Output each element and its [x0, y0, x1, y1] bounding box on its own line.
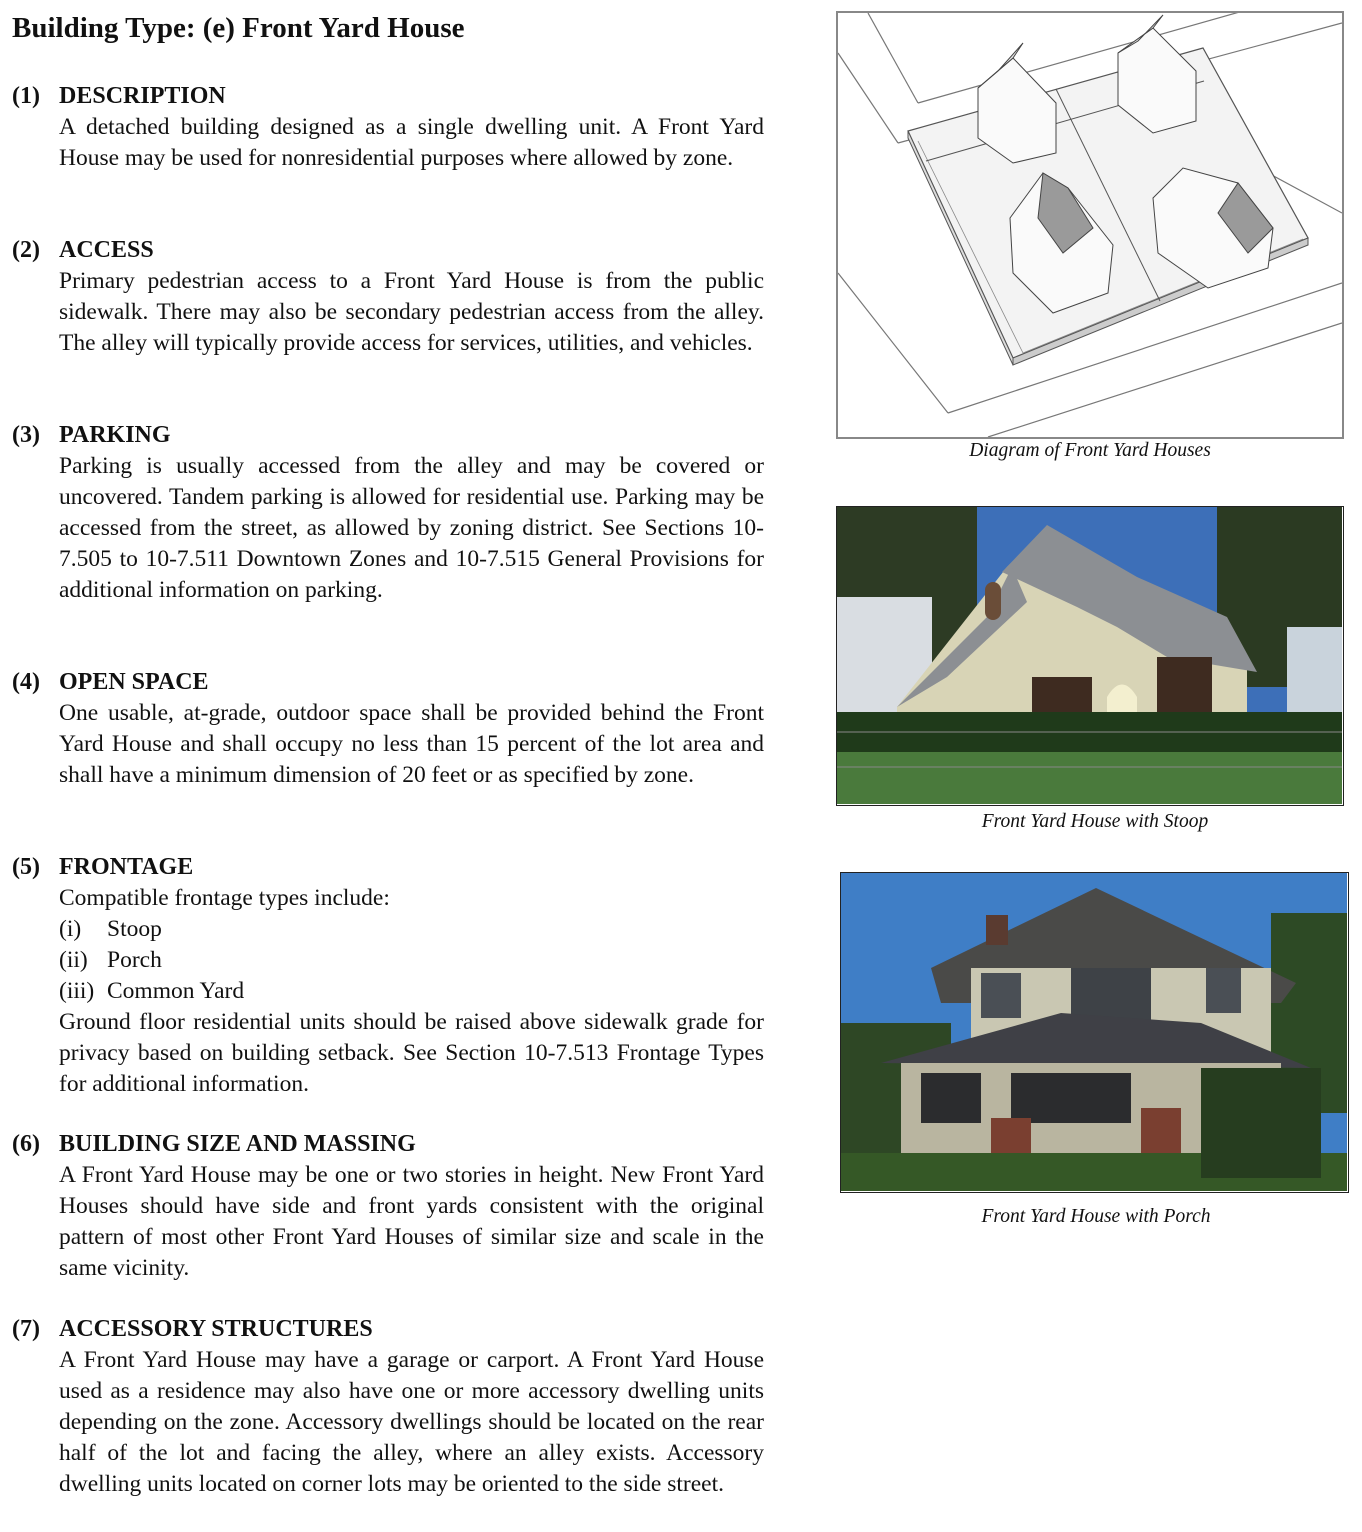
list-label: Stoop — [107, 916, 162, 942]
section-heading: ACCESS — [59, 237, 154, 263]
list-number: (i) — [59, 916, 82, 942]
section-heading: BUILDING SIZE AND MASSING — [59, 1131, 416, 1157]
figure-caption: Front Yard House with Porch — [981, 1206, 1211, 1227]
section-parking — [12, 420, 764, 606]
section-body: Primary pedestrian access to a Front Yard House is from the public sidewalk. There may also be secondary pedestrian access from the alley. The alley will typically provide access for services, utilities, and vehicles. — [59, 268, 764, 356]
section-number: (1) — [12, 83, 40, 109]
figure-caption: Front Yard House with Stoop — [981, 811, 1209, 832]
section-frontage — [12, 852, 764, 1100]
figure-caption: Diagram of Front Yard Houses — [969, 440, 1211, 461]
list-item — [59, 976, 764, 1007]
section-access — [12, 235, 764, 359]
section-number: (6) — [12, 1131, 40, 1157]
section-heading: ACCESSORY STRUCTURES — [59, 1316, 373, 1342]
section-description — [12, 81, 764, 174]
section-heading: PARKING — [59, 422, 171, 448]
section-heading: FRONTAGE — [59, 854, 194, 880]
section-body: Ground floor residential units should be raised above sidewalk grade for privacy based on building setback. See Section 10-7.513 Frontage Types for additional information. — [59, 1009, 764, 1097]
front-yard-houses-diagram — [838, 13, 1342, 437]
section-accessory-structures — [12, 1314, 764, 1500]
porch-house-image — [841, 873, 1347, 1191]
section-body: A Front Yard House may be one or two stories in height. New Front Yard Houses should have side and front yards consistent with the original pattern of most other Front Yard Houses of similar size and scale in the same vicinity. — [59, 1162, 764, 1281]
list-label: Common Yard — [107, 978, 245, 1004]
page-title: Building Type: (e) Front Yard House — [12, 12, 465, 44]
section-number: (5) — [12, 854, 40, 880]
list-number: (ii) — [59, 947, 88, 973]
list-item — [59, 945, 764, 976]
porch-photo — [840, 872, 1349, 1193]
section-number: (2) — [12, 237, 40, 263]
frontage-intro: Compatible frontage types include: — [59, 885, 390, 911]
section-body: A detached building designed as a single dwelling unit. A Front Yard House may be used for nonresidential purposes where allowed by zone. — [59, 114, 764, 171]
section-number: (7) — [12, 1316, 40, 1342]
list-item — [59, 914, 764, 945]
diagram-figure — [836, 11, 1344, 439]
section-number: (3) — [12, 422, 40, 448]
section-number: (4) — [12, 669, 40, 695]
list-number: (iii) — [59, 978, 95, 1004]
section-heading: OPEN SPACE — [59, 669, 209, 695]
section-heading: DESCRIPTION — [59, 83, 226, 109]
stoop-house-image — [837, 507, 1342, 804]
list-label: Porch — [107, 947, 162, 973]
section-body: A Front Yard House may have a garage or carport. A Front Yard House used as a residence may also have one or more accessory dwelling units depending on the zone. Accessory dwellings should be located on the rear half of the lot and facing the alley, where an alley exists. Accessory dwelling units located on corner lots may be oriented to the side street. — [59, 1347, 764, 1497]
section-body: Parking is usually accessed from the alley and may be covered or uncovered. Tandem parking is allowed for residential use. Parking may be accessed from the street, as allowed by zoning district. See Sections 10-7.505 to 10-7.511 Downtown Zones and 10-7.515 General Provisions for additional information on parking. — [59, 453, 764, 603]
section-body: One usable, at-grade, outdoor space shall be provided behind the Front Yard House and shall occupy no less than 15 percent of the lot area and shall have a minimum dimension of 20 feet or as specified by zone. — [59, 700, 764, 788]
stoop-photo — [836, 506, 1344, 806]
section-open-space — [12, 667, 764, 791]
section-building-size — [12, 1129, 764, 1284]
